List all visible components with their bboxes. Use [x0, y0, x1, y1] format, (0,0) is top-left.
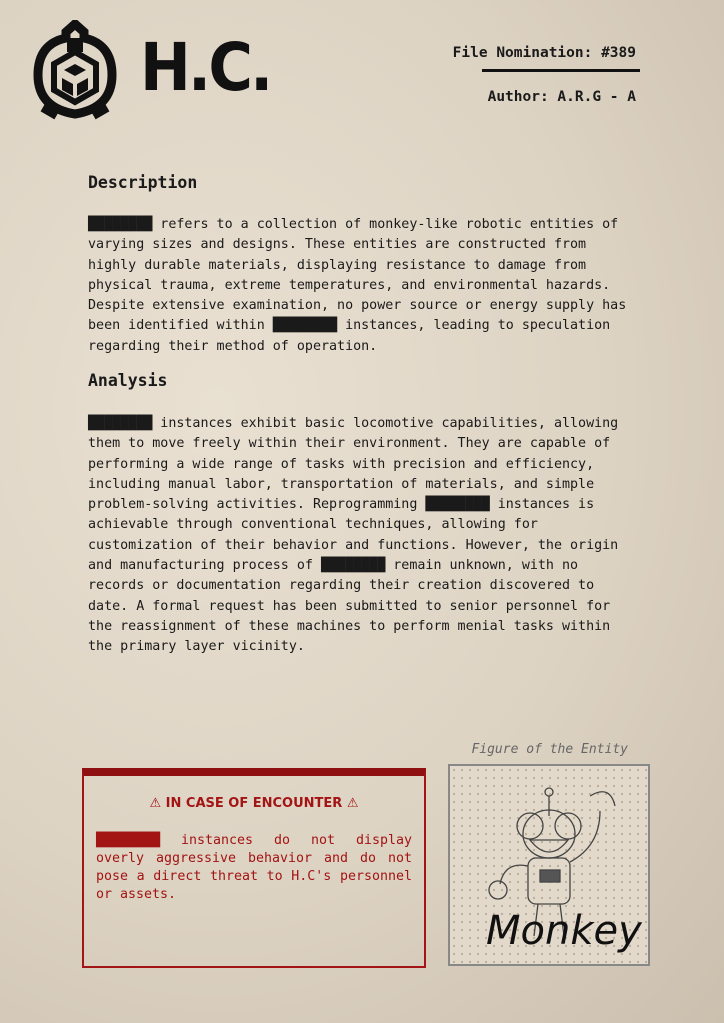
text-line: Despite extensive examination, no power source or energy supply has	[88, 298, 627, 314]
text-line: highly durable materials, displaying resistance to damage from	[88, 257, 587, 273]
encounter-title: ⚠ IN CASE OF ENCOUNTER ⚠	[149, 796, 359, 811]
text-line: the reassignment of these machines to perform menial tasks within	[88, 618, 611, 634]
author: Author: A.R.G - A	[487, 89, 636, 105]
monkey-sketch-icon	[450, 766, 648, 964]
file-nomination: File Nomination: #389	[452, 45, 636, 61]
text-line: varying sizes and designs. These entities are constructed from	[88, 237, 587, 253]
text-line: performing a wide range of tasks with precision and efficiency,	[88, 456, 595, 472]
description-heading: Description	[88, 173, 198, 192]
text-line: records or documentation regarding their creation discovered to	[88, 578, 595, 594]
encounter-text: ████████ instances do not display overly aggressive behavior and do not pose a direct threat to H.C's personnel or assets.	[96, 833, 412, 902]
text-line: achievable through conventional techniques, allowing for	[88, 517, 538, 533]
header-divider	[482, 69, 640, 72]
encounter-warning-box	[82, 768, 426, 968]
figure-caption: Figure of the Entity	[471, 742, 628, 757]
text-line: customization of their behavior and functions. However, the origin	[88, 537, 619, 553]
hc-logo-icon	[32, 20, 118, 120]
text-line: and manufacturing process of ████████ remain unknown, with no	[88, 558, 579, 574]
text-line: been identified within ████████ instances, leading to speculation	[88, 318, 611, 334]
description-body	[88, 215, 626, 357]
text-line: ████████ refers to a collection of monkey-like robotic entities of	[88, 217, 619, 232]
entity-figure	[448, 764, 650, 966]
analysis-body	[88, 414, 618, 658]
text-line: ████████ instances exhibit basic locomotive capabilities, allowing	[88, 416, 619, 431]
text-line: regarding their method of operation.	[88, 338, 378, 354]
text-line: including manual labor, transportation of materials, and simple	[88, 476, 595, 492]
figure-label: Monkey	[486, 908, 642, 954]
text-line: problem-solving activities. Reprogramming ████████ instances is	[88, 497, 595, 513]
brand-title: H.C.	[140, 29, 271, 106]
text-line: physical trauma, extreme temperatures, and environmental hazards.	[88, 277, 611, 293]
analysis-heading: Analysis	[88, 371, 168, 390]
text-line: date. A formal request has been submitted to senior personnel for	[88, 598, 611, 614]
text-line: the primary layer vicinity.	[88, 639, 305, 655]
text-line: them to move freely within their environment. They are capable of	[88, 436, 611, 452]
